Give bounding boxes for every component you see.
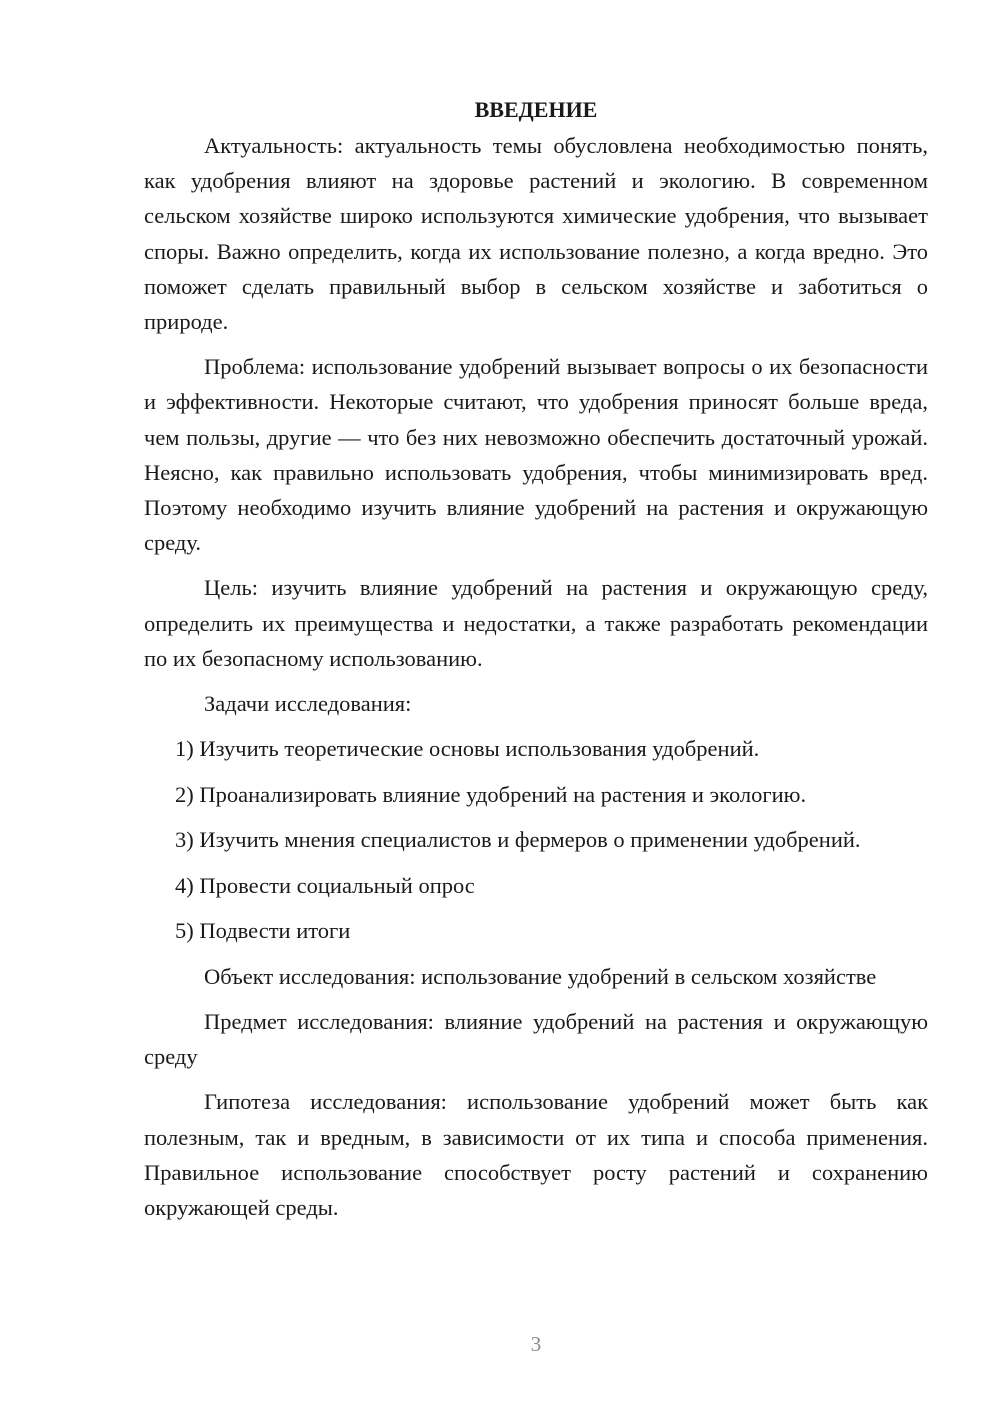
list-item: 2) Проанализировать влияние удобрений на растения и экологию.	[175, 781, 807, 807]
problem-paragraph: Проблема: использование удобрений вызывает вопросы о их безопасности и эффективности. Некоторые считают, что удобрения приносят больше вреда, чем пользы, другие — что без них невозможно обеспечить достаточный урожай. Неясно, как правильно использовать удобрения, чтобы минимизировать вред. Поэтому необходимо изучить влияние удобрений на растения и окружающую среду.	[144, 354, 928, 556]
list-item: 3) Изучить мнения специалистов и фермеров о применении удобрений.	[175, 827, 861, 853]
relevance-paragraph: Актуальность: актуальность темы обусловлена необходимостью понять, как удобрения влияют на здоровье растений и экологию. В современном сельском хозяйстве широко используются химические удобрения, что вызывает споры. Важно определить, когда их использование полезно, а когда вредно. Это поможет сделать правильный выбор в сельском хозяйстве и заботиться о природе.	[144, 133, 928, 335]
list-item: 1) Изучить теоретические основы использования удобрений.	[175, 736, 760, 762]
list-item: 4) Провести социальный опрос	[175, 872, 475, 898]
task-list	[144, 731, 928, 948]
document-page	[144, 94, 928, 1235]
tasks-heading: Задачи исследования:	[204, 691, 412, 717]
hypothesis-paragraph: Гипотеза исследования: использование удобрений может быть как полезным, так и вредным, в зависимости от их типа и способа применения. Правильное использование способствует росту растений и сохранению окружающей среды.	[144, 1089, 928, 1220]
subject-paragraph: Предмет исследования: влияние удобрений на растения и окружающую среду	[144, 1008, 928, 1070]
page-number: 3	[530, 1332, 542, 1356]
goal-paragraph: Цель: изучить влияние удобрений на растения и окружающую среду, определить их преимущества и недостатки, а также разработать рекомендации по их безопасному использованию.	[144, 575, 928, 671]
page-title: ВВЕДЕНИЕ	[474, 97, 598, 122]
list-item: 5) Подвести итоги	[175, 918, 351, 944]
object-paragraph: Объект исследования: использование удобрений в сельском хозяйстве	[204, 963, 877, 989]
